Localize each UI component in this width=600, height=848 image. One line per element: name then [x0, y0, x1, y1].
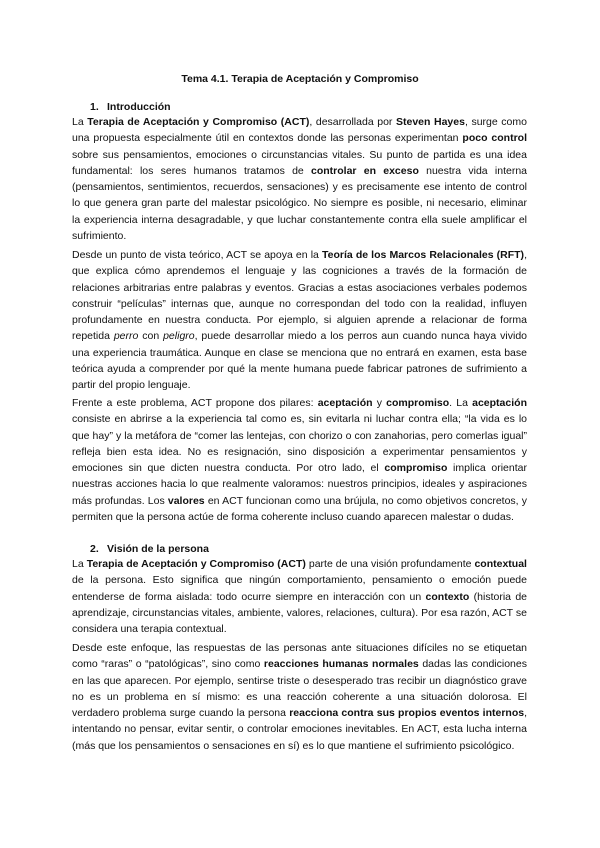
text-run: (historia de aprendizaje, circunstancias vitales, ambiente, valores, relaciones, cultura). Por esa razón, ACT se considera una terapia contextual. [72, 590, 528, 636]
text-run: parte de una visión profundamente [305, 558, 475, 570]
bold-text: aceptación [472, 397, 527, 409]
text-run: Desde este enfoque, las respuestas de las personas ante situaciones difíciles no se etiquetan como “raras” o “patológicas”, sino como [72, 642, 527, 671]
text-run: dadas las condiciones en las que aparecen. Por ejemplo, sentirse triste o desesperado tras recibir un diagnóstico grave no es un problema en sí mismo: es una reacción coherente a una situación dolorosa. El verdadero problema surge cuando la persona [72, 658, 527, 720]
bold-text: contextual [474, 558, 527, 570]
bold-text: controlar en exceso [311, 164, 419, 177]
text-run: sobre sus pensamientos, emociones o circunstancias vitales. Su punto de partida es una idea fundamental: los seres humanos tratamos de [72, 148, 527, 177]
bold-text: reacciona contra sus propios eventos internos [289, 707, 525, 720]
section-title: Introducción [107, 101, 171, 113]
section-heading-introduccion [90, 100, 171, 114]
bold-text: valores [167, 494, 205, 507]
bold-text: compromiso [386, 397, 450, 409]
bold-text: Teoría de los Marcos Relacionales (RFT) [321, 249, 525, 261]
text-run: nuestra vida interna (pensamientos, sentimientos, recuerdos, sensaciones) y es precisamente ese intento de control lo que genera gran parte del malestar psicológico. No siempre es posible, ni necesario, eliminar la experiencia interna desagradable, y que luchar constantemente contra ella suele amplificar el sufrimiento. [72, 164, 527, 243]
text-run: , desarrollada por [309, 116, 396, 128]
section-number: 1. [90, 101, 99, 113]
bold-text: Steven Hayes [396, 116, 465, 128]
bold-text: reacciones humanas normales [263, 658, 419, 671]
section-title: Visión de la persona [107, 543, 209, 555]
section-heading-vision-persona [90, 542, 209, 556]
text-run: con [138, 330, 164, 343]
text-run: implica orientar nuestras acciones hacia lo que realmente valoramos: nuestros principios, ideales y aspiraciones más profundas. Los [72, 462, 527, 507]
text-run: Desde un punto de vista teórico, ACT se apoya en la [72, 249, 322, 261]
text-run: La [72, 558, 87, 570]
text-run: La [72, 116, 88, 128]
paragraph [72, 640, 527, 754]
text-run: y [372, 397, 387, 409]
text-run: en ACT funcionan como una brújula, no como objetivos concretos, y permiten que la persona actúe de forma coherente incluso cuando aparecen malestar o dudas. [72, 494, 528, 524]
paragraph [72, 114, 527, 244]
bold-text: poco control [462, 132, 527, 145]
bold-text: contexto [425, 590, 470, 603]
text-run: , que explica cómo aprendemos el lenguaje y las cogniciones a través de la formación de relaciones arbitrarias entre palabras y eventos. Gracias a estas asociaciones verbales podemos construir “películas” internas que, aunque no correspondan del todo con la realidad, influyen profundamente en nuestra conducta. Por ejemplo, si alguien aprende a relacionar de forma repetida [72, 249, 527, 343]
bold-text: compromiso [384, 462, 448, 475]
text-run: de la persona. Esto significa que ningún comportamiento, pensamiento o emoción puede entenderse de forma aislada: todo ocurre siempre en interacción con un [72, 574, 527, 603]
text-run: , puede desarrollar miedo a los perros aun cuando nunca haya vivido una experiencia traumática. Aunque en clase se menciona que no entrará en examen, esta base teórica ayuda a comprender por qué la mente humana puede fabricar patrones de sufrimiento a partir del propio lenguaje. [72, 330, 527, 392]
text-run: consiste en abrirse a la experiencia tal como es, sin evitarla ni luchar contra ella; “la vida es lo que hay” y la metáfora de “comer las lentejas, con chorizo o con zanahorias, pero comerlas igual” refleja bien esta idea. No es resignación, sino disposición a experimentar pensamientos y emociones sin que dicten nuestra conducta. Por otro lado, el [72, 413, 527, 475]
text-run: . La [449, 397, 473, 409]
bold-text: aceptación [317, 397, 373, 409]
text-run: , surge como una propuesta especialmente útil en contextos donde las personas experimentan [72, 116, 527, 145]
text-run: , intentando no pensar, evitar sentir, o controlar emociones inevitables. En ACT, esta lucha interna (más que los pensamientos o sensaciones en sí) es lo que mantiene el sufrimiento psicológico. [72, 707, 528, 752]
bold-text: Terapia de Aceptación y Compromiso (ACT) [86, 558, 306, 570]
section-number: 2. [90, 543, 99, 555]
paragraph [72, 556, 527, 637]
italic-text: peligro [163, 330, 195, 343]
document-title: Tema 4.1. Terapia de Aceptación y Compromiso [181, 73, 419, 85]
italic-text: perro [113, 330, 139, 343]
bold-text: Terapia de Aceptación y Compromiso (ACT) [87, 116, 310, 128]
paragraph [72, 395, 527, 525]
text-run: Frente a este problema, ACT propone dos pilares: [72, 397, 318, 409]
paragraph [72, 247, 527, 394]
